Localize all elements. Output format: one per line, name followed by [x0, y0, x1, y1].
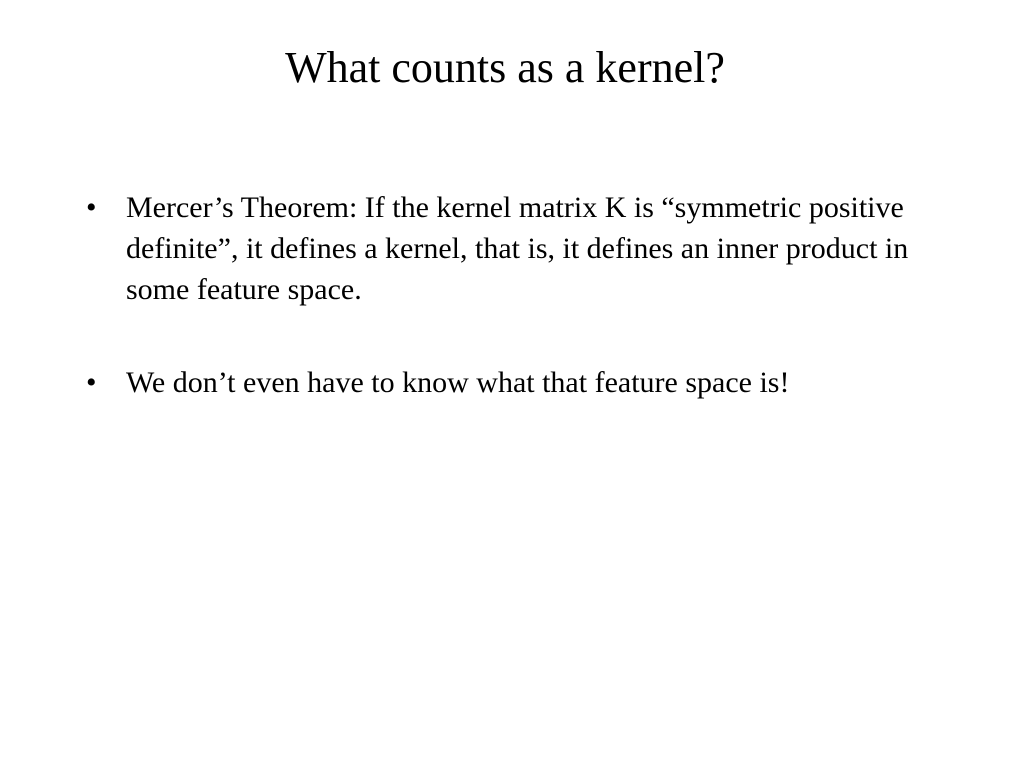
- bullet-icon: •: [86, 191, 97, 224]
- bullet-icon: •: [86, 366, 97, 399]
- bullet-item-mercers-theorem: [86, 187, 926, 310]
- bullet-item-feature-space: [86, 362, 926, 403]
- bullet-text: We don’t even have to know what that feature space is!: [126, 366, 790, 399]
- bullet-list: [86, 187, 926, 455]
- bullet-text: Mercer’s Theorem: If the kernel matrix K is “symmetric positive definite”, it defines a kernel, that is, it defines an inner product in some feature space.: [126, 191, 909, 306]
- slide-title: What counts as a kernel?: [285, 43, 725, 92]
